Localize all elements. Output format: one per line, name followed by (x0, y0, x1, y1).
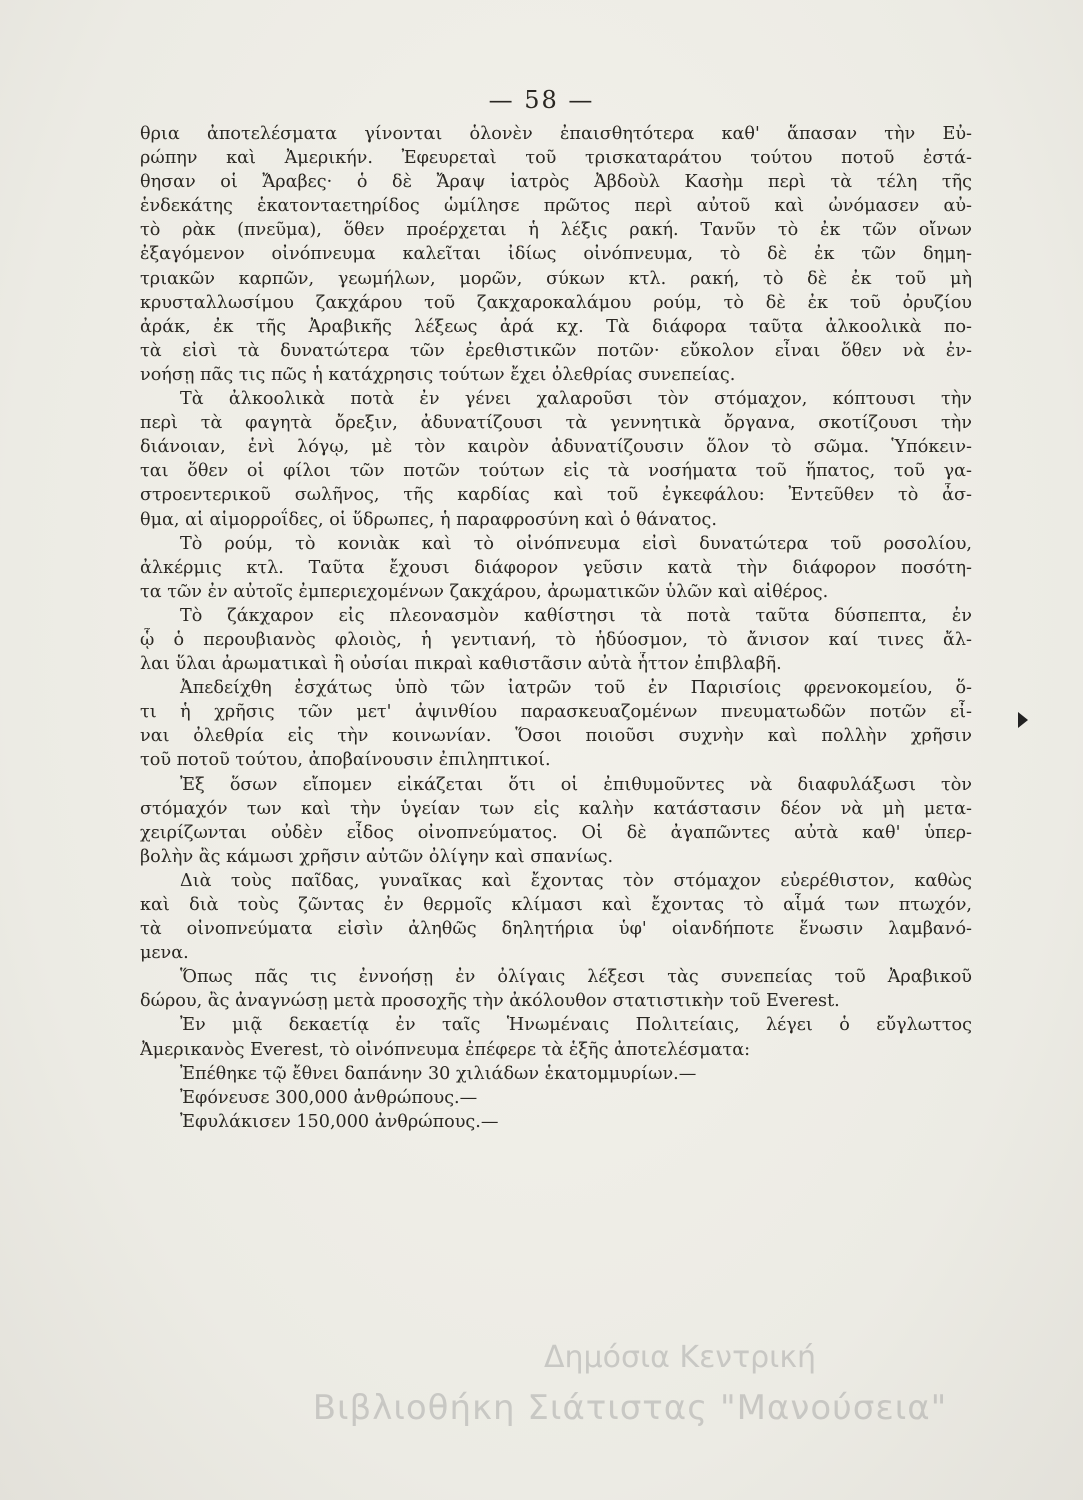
text-line: Ἐξ ὅσων εἴπομεν εἰκάζεται ὅτι οἱ ἐπιθυμοῦντες νὰ διαφυλάξωσι τὸν (180, 774, 972, 795)
text-line: χειρίζωνται οὐδὲν εἶδος οἰνοπνεύματος. Οἱ δὲ ἀγαπῶντες αὐτὰ καθ' ὑπερ- (140, 822, 972, 843)
text-line: Τὰ ἀλκοολικὰ ποτὰ ἐν γένει χαλαροῦσι τὸν στόμαχον, κόπτουσι τὴν (180, 389, 972, 410)
text-line: κρυσταλλωσίμου ζακχάρου τοῦ ζακχαροκαλάμου ρούμ, τὸ δὲ ἐκ τοῦ ὀρυζίου (140, 292, 972, 313)
watermark-line-1: Δημόσια Κεντρική (543, 1340, 817, 1375)
text-line: ται ὅθεν οἱ φίλοι τῶν ποτῶν τούτων εἰς τὰ νοσήματα τοῦ ἥπατος, τοῦ γα- (140, 461, 972, 482)
text-line: Ἐν μιᾷ δεκαετίᾳ ἐν ταῖς Ἡνωμέναις Πολιτείαις, λέγει ὁ εὔγλωττος (180, 1015, 972, 1036)
text-line: ἑνδεκάτης ἑκατονταετηρίδος ὡμίλησε πρῶτος περὶ αὐτοῦ καὶ ὠνόμασεν αὐ- (140, 196, 972, 217)
text-line: στροεντερικοῦ σωλῆνος, τῆς καρδίας καὶ τοῦ ἐγκεφάλου: Ἐντεῦθεν τὸ ἆσ- (140, 485, 972, 506)
text-line: Ἐφόνευσε 300,000 ἀνθρώπους.— (180, 1087, 478, 1108)
text-line: βολὴν ἂς κάμωσι χρῆσιν αὐτῶν ὀλίγην καὶ σπανίως. (140, 846, 614, 867)
text-line: τὰ εἰσὶ τὰ δυνατώτερα τῶν ἐρεθιστικῶν ποτῶν· εὔκολον εἶναι ὅθεν νὰ ἐν- (140, 340, 972, 361)
text-line: τριακῶν καρπῶν, γεωμήλων, μορῶν, σύκων κτλ. ρακή, τὸ δὲ ἐκ τοῦ μὴ (140, 268, 972, 289)
text-line: ἀλκέρμις κτλ. Ταῦτα ἔχουσι διάφορον γεῦσιν κατὰ τὴν διάφορον ποσότη- (140, 557, 972, 578)
text-line: ἀράκ, ἐκ τῆς Ἀραβικῆς λέξεως ἀρά κχ. Τὰ διάφορα ταῦτα ἀλκοολικὰ πο- (140, 316, 972, 337)
text-line: λαι ὕλαι ἀρωματικαὶ ἢ οὐσίαι πικραὶ καθιστᾶσιν αὐτὰ ἧττον ἐπιβλαβῆ. (140, 654, 782, 675)
text-line: Τὸ ρούμ, τὸ κονιὰκ καὶ τὸ οἰνόπνευμα εἰσὶ δυνατώτερα τοῦ ροσολίου, (180, 533, 972, 554)
text-line: θρια ἀποτελέσματα γίνονται ὁλονὲν ἐπαισθητότερα καθ' ἅπασαν τὴν Εὐ- (140, 124, 972, 144)
text-line: Ἀπεδείχθη ἐσχάτως ὑπὸ τῶν ἰατρῶν τοῦ ἐν Παρισίοις φρενοκομείου, ὅ- (180, 678, 972, 699)
text-line: Ἐπέθηκε τῷ ἔθνει δαπάνην 30 χιλιάδων ἑκατομμυρίων.— (180, 1063, 697, 1084)
text-line: Ἀμερικανὸς Everest, τὸ οἰνόπνευμα ἐπέφερε τὰ ἑξῆς ἀποτελέσματα: (140, 1039, 751, 1060)
text-line: μενα. (140, 943, 189, 964)
text-line: ᾧ ὁ περουβιανὸς φλοιὸς, ἡ γεντιανή, τὸ ἡδύοσμον, τὸ ἄνισον καί τινες ἄλ- (140, 629, 972, 650)
text-line: τὸ ρὰκ (πνεῦμα), ὅθεν προέρχεται ἡ λέξις ρακή. Τανῦν τὸ ἐκ τῶν οἴνων (140, 220, 972, 241)
text-line: τοῦ ποτοῦ τούτου, ἀποβαίνουσιν ἐπιληπτικοί. (140, 750, 551, 771)
text-line: θμα, αἱ αἱμορροΐδες, οἱ ὕδρωπες, ἡ παραφροσύνη καὶ ὁ θάνατος. (140, 509, 717, 530)
body-text (140, 122, 972, 1134)
text-line: θησαν οἱ Ἄραβες· ὁ δὲ Ἄραψ ἰατρὸς Ἀβδοὺλ Κασὴμ περὶ τὰ τέλη τῆς (140, 172, 972, 193)
text-line: διάνοιαν, ἑνὶ λόγῳ, μὲ τὸν καιρὸν ἀδυνατίζουσιν ὅλον τὸ σῶμα. Ὑπόκειν- (140, 437, 972, 458)
text-line: νοήσῃ πᾶς τις πῶς ἡ κατάχρησις τούτων ἔχει ὀλεθρίας συνεπείας. (140, 364, 736, 385)
watermark-line-2: Βιβλιοθήκη Σιάτιστας "Μανούσεια" (312, 1388, 948, 1428)
text-line: ναι ὀλεθρία εἰς τὴν κοινωνίαν. Ὅσοι ποιοῦσι συχνὴν καὶ πολλὴν χρῆσιν (140, 726, 972, 747)
margin-pointer-icon (1018, 712, 1028, 728)
text-line: καὶ διὰ τοὺς ζῶντας ἐν θερμοῖς κλίμασι καὶ ἔχοντας τὸ αἷμά των πτωχόν, (140, 895, 972, 915)
text-line: Ὅπως πᾶς τις ἐννοήσῃ ἐν ὀλίγαις λέξεσι τὰς συνεπείας τοῦ Ἀραβικοῦ (180, 967, 972, 988)
text-line: Ἐφυλάκισεν 150,000 ἀνθρώπους.— (180, 1111, 499, 1132)
text-line: περὶ τὰ φαγητὰ ὄρεξιν, ἀδυνατίζουσι τὰ γεννητικὰ ὄργανα, σκοτίζουσι τὴν (140, 413, 972, 434)
text-line: δώρου, ἂς ἀναγνώσῃ μετὰ προσοχῆς τὴν ἀκόλουθον στατιστικὴν τοῦ Everest. (140, 991, 840, 1012)
text-line: Τὸ ζάκχαρον εἰς πλεονασμὸν καθίστησι τὰ ποτὰ ταῦτα δύσπεπτα, ἐν (180, 605, 972, 626)
text-line: ρώπην καὶ Ἀμερικήν. Ἐφευρεταὶ τοῦ τρισκαταράτου τούτου ποτοῦ ἐστά- (140, 148, 972, 169)
text-line: Διὰ τοὺς παῖδας, γυναῖκας καὶ ἔχοντας τὸν στόμαχον εὐερέθιστον, καθὼς (180, 870, 972, 891)
page-number: — 58 — (488, 86, 595, 114)
text-line: ἐξαγόμενον οἰνόπνευμα καλεῖται ἰδίως οἰνόπνευμα, τὸ δὲ ἐκ τῶν δημη- (140, 244, 972, 265)
text-line: τα τῶν ἐν αὐτοῖς ἐμπεριεχομένων ζακχάρου, ἀρωματικῶν ὑλῶν καὶ αἰθέρος. (140, 581, 829, 602)
text-line: τὰ οἰνοπνεύματα εἰσὶν ἀληθῶς δηλητήρια ὑφ' οἱανδήποτε ἕνωσιν λαμβανό- (140, 919, 972, 940)
text-line: τι ἡ χρῆσις τῶν μετ' ἀψινθίου παρασκευαζομένων πνευματωδῶν ποτῶν εἶ- (140, 702, 972, 723)
text-line: στόμαχόν των καὶ τὴν ὑγείαν των εἰς καλὴν κατάστασιν δέον νὰ μὴ μετα- (140, 798, 972, 819)
